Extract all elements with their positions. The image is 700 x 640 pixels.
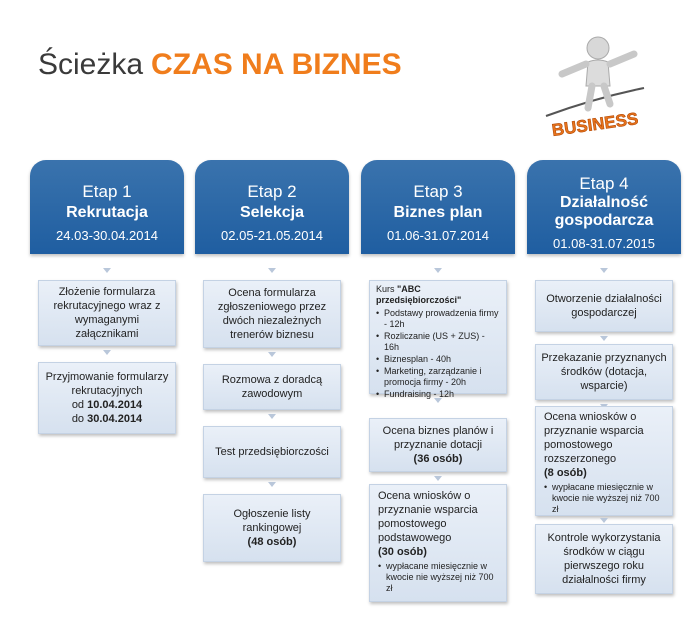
step-count: (48 osób) xyxy=(247,536,297,548)
list-item: • wypłacane miesięcznie w kwocie nie wyższej niż 700 zł xyxy=(544,482,664,515)
list-item: • Marketing, zarządzanie i promocja firmy - 20h xyxy=(376,366,500,388)
step-text: Ocena wniosków o przyznanie wsparcia pomostowego podstawowego xyxy=(378,490,478,544)
step-box xyxy=(38,362,176,434)
step-box xyxy=(535,344,673,400)
arrow-icon xyxy=(268,352,276,357)
step-count: (8 osób) xyxy=(544,467,587,479)
stage-2-column xyxy=(195,160,349,254)
step-text: Ogłoszenie listy rankingowej xyxy=(233,508,311,534)
stage-2-header xyxy=(195,160,349,254)
step-text: Przekazanie przyznanych środków (dotacja, wsparcie) xyxy=(541,352,667,392)
step-box xyxy=(203,426,341,478)
step-text: Złożenie formularza rekrutacyjnego wraz z wymaganymi załącznikami xyxy=(53,286,161,340)
arrow-icon xyxy=(268,482,276,487)
arrow-icon xyxy=(600,518,608,523)
step-box xyxy=(203,364,341,410)
step-box xyxy=(203,494,341,562)
step-text: Ocena wniosków o przyznanie wsparcia pomostowego rozszerzonego xyxy=(544,411,644,465)
step-text: Rozmowa z doradcą zawodowym xyxy=(221,374,323,400)
stage-1-label: Etap 1 xyxy=(82,182,132,201)
step-text: Kontrole wykorzystania środków w ciągu pierwszego roku działalności firmy xyxy=(547,532,661,586)
stage-3-name: Biznes plan xyxy=(393,204,483,221)
course-title xyxy=(376,284,500,306)
stage-3-label: Etap 3 xyxy=(413,182,463,201)
stage-3-dates: 01.06-31.07.2014 xyxy=(387,228,489,243)
step-box xyxy=(535,406,673,516)
arrow-icon xyxy=(268,414,276,419)
course-prefix: Kurs xyxy=(376,284,398,294)
stage-4-column xyxy=(527,160,681,254)
list-item: • Biznesplan - 40h xyxy=(376,354,500,365)
course-modules-list xyxy=(376,308,500,401)
stage-2-label: Etap 2 xyxy=(247,182,297,201)
bullet-list xyxy=(544,482,664,516)
stage-1-column xyxy=(30,160,184,254)
step-text: Ocena formularza zgłoszeniowego przez dwóch niezależnych trenerów biznesu xyxy=(217,287,327,341)
arrow-icon xyxy=(103,268,111,273)
stage-1-name: Rekrutacja xyxy=(66,204,148,221)
step-date-from xyxy=(44,398,170,412)
arrow-icon xyxy=(600,268,608,273)
stage-4-header xyxy=(527,160,681,254)
from-label: od xyxy=(71,399,85,411)
to-label: do xyxy=(71,413,85,425)
step-text: Ocena biznes planów i przyznanie dotacji xyxy=(382,425,494,451)
bullet-list xyxy=(378,561,498,595)
stage-3-header xyxy=(361,160,515,254)
stage-4-name: Działalność gospodarcza xyxy=(554,194,654,229)
arrow-icon xyxy=(434,268,442,273)
stage-3-column xyxy=(361,160,515,254)
list-item: • Rozliczanie (US + ZUS) - 16h xyxy=(376,331,500,353)
step-count: (36 osób) xyxy=(413,453,463,465)
step-box xyxy=(535,524,673,594)
stage-1-dates: 24.03-30.04.2014 xyxy=(56,228,158,243)
from-date: 10.04.2014 xyxy=(87,399,143,411)
step-box xyxy=(369,418,507,472)
stage-2-name: Selekcja xyxy=(239,204,305,221)
course-name: "ABC przedsiębiorczości" xyxy=(376,284,462,305)
course-box xyxy=(369,280,507,399)
step-text: Przyjmowanie formularzy rekrutacyjnych xyxy=(45,371,169,397)
list-item: • Fundraising - 12h xyxy=(376,389,500,400)
arrow-icon xyxy=(600,336,608,341)
title-lead: Ścieżka xyxy=(38,48,144,81)
arrow-icon xyxy=(103,350,111,355)
step-count: (30 osób) xyxy=(378,546,427,558)
stage-2-dates: 02.05-21.05.2014 xyxy=(221,228,323,243)
step-box xyxy=(535,280,673,332)
list-item: • Podstawy prowadzenia firmy - 12h xyxy=(376,308,500,330)
title-accent: CZAS NA BIZNES xyxy=(151,48,402,81)
step-box xyxy=(369,484,507,602)
step-box xyxy=(38,280,176,346)
page-title xyxy=(38,50,402,80)
stage-1-header xyxy=(30,160,184,254)
stage-4-dates: 01.08-31.07.2015 xyxy=(553,236,655,251)
step-date-to xyxy=(44,412,170,426)
step-text: Otworzenie działalności gospodarczej xyxy=(546,293,662,319)
to-date: 30.04.2014 xyxy=(87,413,143,425)
stage-4-label: Etap 4 xyxy=(579,174,629,193)
list-item: • wypłacane miesięcznie w kwocie nie wyższej niż 700 zł xyxy=(378,561,498,594)
logo-text: BUSINESS xyxy=(550,109,640,138)
arrow-icon xyxy=(434,476,442,481)
arrow-icon xyxy=(268,268,276,273)
step-text: Test przedsiębiorczości xyxy=(215,446,329,458)
arrow-icon xyxy=(434,398,442,403)
business-logo xyxy=(540,28,650,138)
figure-balancing-on-rope-icon xyxy=(540,28,650,138)
step-box xyxy=(203,280,341,348)
